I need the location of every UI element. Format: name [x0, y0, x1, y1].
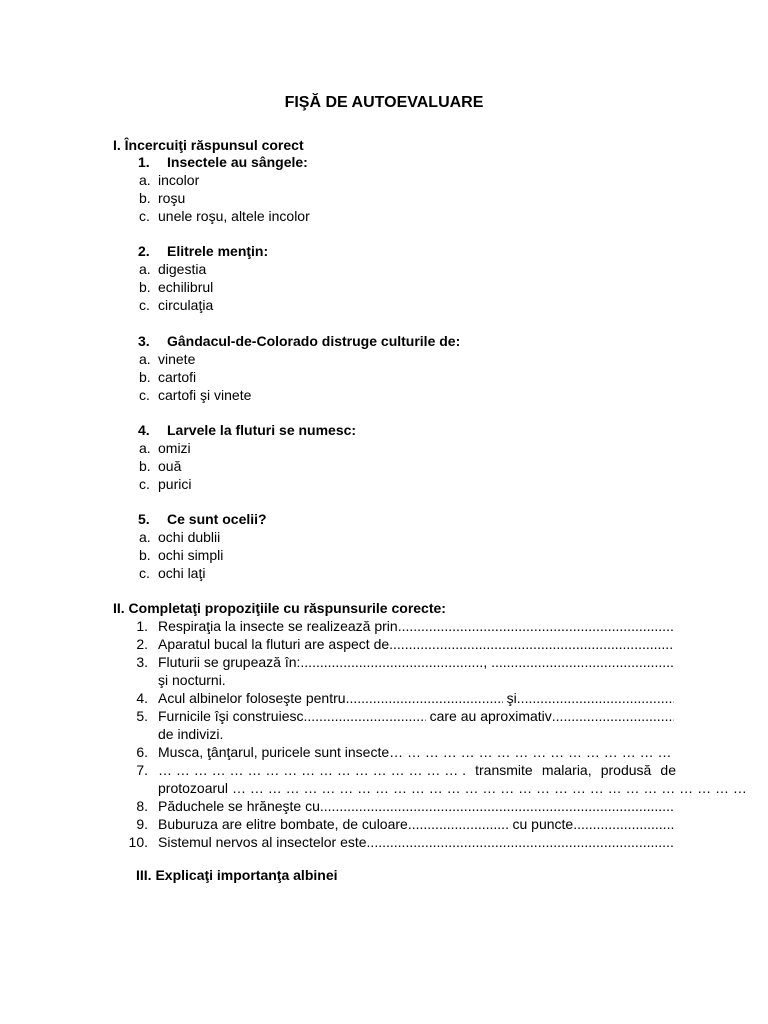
item-number: 1. [136, 618, 148, 634]
option-5b[interactable] [139, 546, 223, 564]
option-1b[interactable] [139, 189, 185, 207]
fill-line-2[interactable] [158, 635, 674, 653]
item-text: Fluturii se grupează în: [158, 654, 301, 670]
section-3-heading: III. Explicaţi importanţa albinei [136, 867, 338, 883]
fill-line-9[interactable] [158, 815, 674, 833]
fill-line-10[interactable] [158, 833, 674, 851]
fill-line-5[interactable] [158, 707, 674, 725]
item-number: 2. [136, 636, 148, 652]
fill-line-1[interactable] [158, 617, 674, 635]
question-number: 2. [138, 243, 150, 259]
question-3 [138, 332, 460, 350]
question-2 [138, 242, 268, 260]
option-letter: b. [139, 190, 151, 206]
blank[interactable] [320, 797, 674, 815]
blank[interactable] [573, 815, 674, 833]
blank[interactable]: … … … … … … … … … … … … … … … … … … … … … … … … … … … … … [231, 780, 747, 796]
fill-line-7[interactable] [158, 761, 676, 779]
section-2-heading: II. Completaţi propoziţiile cu răspunsurile corecte: [113, 600, 446, 616]
item-number: 8. [136, 798, 148, 814]
option-text: ouă [158, 458, 182, 474]
option-text: roşu [158, 190, 186, 206]
item-text: care au aproximativ [429, 708, 552, 724]
option-text: ochi dublii [158, 529, 221, 545]
item-text: şi [506, 690, 517, 706]
option-letter: a. [139, 172, 151, 188]
blank[interactable] [389, 635, 674, 653]
fill-line-7-continued[interactable] [158, 779, 747, 797]
option-5c[interactable] [139, 564, 205, 582]
option-text: digestia [158, 261, 207, 277]
option-letter: c. [139, 565, 150, 581]
option-text: cartofi [158, 369, 197, 385]
option-text: ochi laţi [158, 565, 206, 581]
question-number: 1. [138, 154, 150, 170]
option-letter: b. [139, 279, 151, 295]
option-2c[interactable] [139, 296, 213, 314]
question-4 [138, 421, 356, 439]
item-text: , [483, 654, 488, 670]
option-text: purici [158, 476, 192, 492]
blank[interactable] [300, 653, 483, 671]
fill-line-3[interactable] [158, 653, 674, 671]
blank[interactable] [346, 689, 503, 707]
blank[interactable] [389, 743, 674, 761]
item-number: 7. [136, 762, 148, 778]
item-word: de [660, 762, 676, 778]
option-letter: b. [139, 369, 151, 385]
item-word: produsă [600, 762, 652, 778]
blank[interactable] [552, 707, 674, 725]
option-3a[interactable] [139, 350, 195, 368]
question-text: Gândacul-de-Colorado distruge culturile de: [167, 333, 461, 349]
item-text: Păduchele se hrăneşte cu [158, 798, 320, 814]
item-text: Acul albinelor foloseşte pentru [158, 690, 346, 706]
option-letter: a. [139, 529, 151, 545]
question-number: 5. [138, 511, 150, 527]
item-text: Sistemul nervos al insectelor este [158, 834, 367, 850]
blank[interactable]: … … … … … … … … … … … … … … … … … . [158, 762, 467, 778]
item-number: 4. [136, 690, 148, 706]
option-letter: b. [139, 547, 151, 563]
option-2b[interactable] [139, 278, 213, 296]
item-word: malaria, [541, 762, 592, 778]
option-text: circulaţia [158, 297, 214, 313]
option-text: incolor [158, 172, 200, 188]
item-text: Buburuza are elitre bombate, de culoare [158, 816, 408, 832]
section-1-heading: I. Încercuiţi răspunsul corect [113, 137, 304, 153]
option-text: omizi [158, 440, 191, 456]
item-number: 10. [128, 834, 148, 850]
fill-line-8[interactable] [158, 797, 674, 815]
item-text-continued: şi nocturni. [158, 672, 226, 688]
option-letter: a. [139, 440, 151, 456]
option-text: cartofi şi vinete [158, 387, 252, 403]
option-letter: c. [139, 208, 150, 224]
option-text: echilibrul [158, 279, 214, 295]
option-1c[interactable] [139, 207, 310, 225]
page-title: FIŞĂ DE AUTOEVALUARE [284, 94, 484, 111]
option-letter: a. [139, 261, 151, 277]
question-1 [138, 153, 308, 171]
option-4a[interactable] [139, 439, 191, 457]
item-text: Furnicile îşi construiesc [158, 708, 304, 724]
question-text: Elitrele menţin: [167, 243, 269, 259]
blank[interactable] [367, 833, 674, 851]
blank[interactable] [408, 815, 509, 833]
blank[interactable] [304, 707, 426, 725]
item-word: transmite [475, 762, 533, 778]
option-letter: a. [139, 351, 151, 367]
item-number: 5. [136, 708, 148, 724]
item-text: Musca, ţânţarul, puricele sunt insecte [158, 744, 390, 760]
blank[interactable] [517, 689, 674, 707]
option-text: vinete [158, 351, 196, 367]
item-number: 6. [136, 744, 148, 760]
item-text-continued: de indivizi. [158, 726, 224, 742]
question-text: Larvele la fluturi se numesc: [167, 422, 357, 438]
option-letter: b. [139, 458, 151, 474]
item-text: cu puncte [512, 816, 574, 832]
question-text: Insectele au sângele: [167, 154, 308, 170]
option-3c[interactable] [139, 386, 251, 404]
option-text: ochi simpli [158, 547, 224, 563]
item-word: protozoarul [158, 780, 229, 796]
option-4c[interactable] [139, 475, 191, 493]
option-letter: c. [139, 476, 150, 492]
item-text: Aparatul bucal la fluturi are aspect de [158, 636, 390, 652]
question-number: 3. [138, 333, 150, 349]
question-text: Ce sunt ocelii? [167, 511, 267, 527]
option-4b[interactable] [139, 457, 181, 475]
question-number: 4. [138, 422, 150, 438]
option-text: unele roşu, altele incolor [158, 208, 310, 224]
option-1a[interactable] [139, 171, 199, 189]
option-2a[interactable] [139, 260, 206, 278]
fill-line-6[interactable] [158, 743, 674, 761]
option-3b[interactable] [139, 368, 196, 386]
option-letter: c. [139, 297, 150, 313]
option-5a[interactable] [139, 528, 220, 546]
fill-line-4[interactable] [158, 689, 674, 707]
item-text: Respiraţia la insecte se realizează prin [158, 618, 398, 634]
question-5 [138, 510, 267, 528]
blank[interactable] [491, 653, 674, 671]
blank[interactable] [398, 617, 674, 635]
item-number: 3. [136, 654, 148, 670]
option-letter: c. [139, 387, 150, 403]
item-number: 9. [136, 816, 148, 832]
